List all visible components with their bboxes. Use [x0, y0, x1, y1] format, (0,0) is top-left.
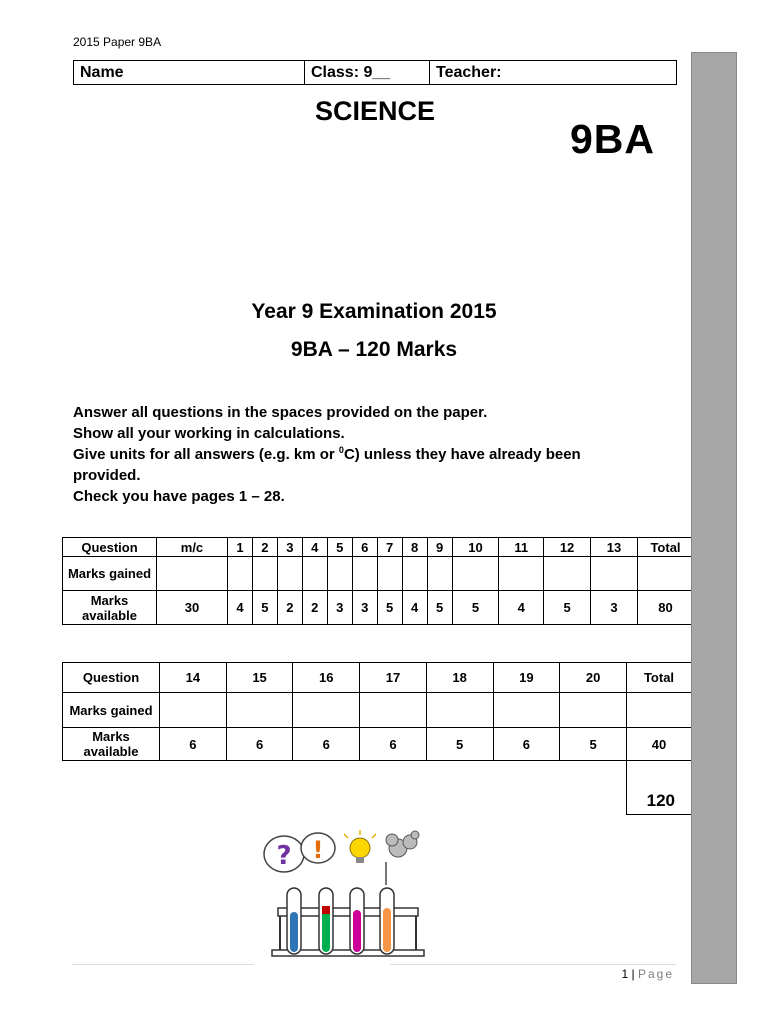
marks-available-cell: 3: [591, 591, 638, 625]
marks-available-cell: 5: [427, 591, 452, 625]
marks-available-cell: 30: [157, 591, 228, 625]
question-cell: 16: [293, 663, 360, 693]
marks-gained-cell[interactable]: [360, 693, 427, 728]
marks-gained-cell[interactable]: [452, 557, 499, 591]
marks-gained-cell[interactable]: [160, 693, 227, 728]
marks-available-cell: 2: [302, 591, 327, 625]
smoke-cloud-icon: [386, 831, 419, 885]
instruction-line: Check you have pages 1 – 28.: [73, 488, 285, 505]
marks-gained-cell[interactable]: [499, 557, 544, 591]
question-cell: 9: [427, 538, 452, 557]
class-field[interactable]: Class: 9__: [305, 61, 430, 85]
marks-available-cell: 6: [226, 728, 293, 761]
instructions: [73, 402, 633, 507]
marks-available-cell: 5: [560, 728, 627, 761]
question-cell: 13: [591, 538, 638, 557]
question-cell: 19: [493, 663, 560, 693]
question-cell: 3: [277, 538, 302, 557]
marks-gained-cell[interactable]: [352, 557, 377, 591]
question-cell: 7: [377, 538, 402, 557]
marks-table-2: [62, 662, 692, 761]
grand-total-box: [626, 761, 692, 815]
question-cell: 17: [360, 663, 427, 693]
marks-gained-cell[interactable]: [493, 693, 560, 728]
page-word: Page: [637, 967, 674, 981]
question-cell: 20: [560, 663, 627, 693]
row-label: Marks gained: [63, 693, 160, 728]
marks-gained-cell[interactable]: [560, 693, 627, 728]
light-bulb-icon: [344, 830, 376, 863]
marks-gained-cell[interactable]: [226, 693, 293, 728]
question-cell: 5: [327, 538, 352, 557]
marks-gained-cell[interactable]: [327, 557, 352, 591]
marks-available-cell: 5: [544, 591, 591, 625]
question-cell: 4: [302, 538, 327, 557]
question-row: [63, 538, 694, 557]
marks-available-row: [63, 591, 694, 625]
question-cell: 18: [426, 663, 493, 693]
marks-gained-cell[interactable]: [638, 557, 694, 591]
marks-gained-cell[interactable]: [591, 557, 638, 591]
row-label: Question: [63, 538, 157, 557]
exclamation-mark-icon: [301, 833, 335, 864]
marks-available-cell: 3: [327, 591, 352, 625]
marks-gained-cell[interactable]: [426, 693, 493, 728]
exam-title: Year 9 Examination 2015: [251, 300, 497, 323]
marks-gained-cell[interactable]: [627, 693, 692, 728]
name-field[interactable]: Name: [74, 61, 305, 85]
question-cell: 6: [352, 538, 377, 557]
marks-available-row: [63, 728, 692, 761]
instruction-line: Answer all questions in the spaces provided on the paper.: [73, 404, 488, 421]
marks-available-cell: 6: [293, 728, 360, 761]
question-cell: 14: [160, 663, 227, 693]
grand-total: 120: [646, 791, 675, 810]
marks-available-cell: 6: [160, 728, 227, 761]
test-tubes-rack-icon: [272, 888, 424, 956]
question-cell: 2: [252, 538, 277, 557]
question-row: [63, 663, 692, 693]
question-cell: 1: [227, 538, 252, 557]
science-illustration: [260, 830, 430, 965]
marks-gained-cell[interactable]: [302, 557, 327, 591]
question-cell: Total: [627, 663, 692, 693]
question-cell: 15: [226, 663, 293, 693]
marks-table-1: [62, 537, 694, 625]
marks-available-cell: 5: [426, 728, 493, 761]
marks-gained-cell[interactable]: [377, 557, 402, 591]
row-label: Question: [63, 663, 160, 693]
marks-available-cell: 4: [499, 591, 544, 625]
question-cell: 11: [499, 538, 544, 557]
question-mark-icon: [264, 836, 304, 872]
marks-available-cell: 6: [360, 728, 427, 761]
page-separator: |: [631, 967, 635, 981]
subject-title: SCIENCE: [314, 96, 436, 126]
page-number: 1: [621, 967, 629, 981]
row-label: Marks gained: [63, 557, 157, 591]
marks-available-cell: 2: [277, 591, 302, 625]
marks-gained-row: [63, 693, 692, 728]
svg-text:?: ?: [276, 841, 292, 871]
paper-header: 2015 Paper 9BA: [73, 35, 162, 49]
marks-gained-cell[interactable]: [544, 557, 591, 591]
marks-available-cell: 40: [627, 728, 692, 761]
marks-available-cell: 5: [377, 591, 402, 625]
footer-rule: [72, 964, 254, 965]
question-cell: 12: [544, 538, 591, 557]
side-margin-bar: [691, 52, 737, 984]
question-cell: m/c: [157, 538, 228, 557]
question-cell: Total: [638, 538, 694, 557]
exam-marks: 9BA – 120 Marks: [290, 338, 458, 361]
marks-gained-cell[interactable]: [402, 557, 427, 591]
marks-gained-cell[interactable]: [293, 693, 360, 728]
marks-gained-cell[interactable]: [252, 557, 277, 591]
svg-text:!: !: [312, 836, 324, 864]
student-info-table: [73, 60, 677, 85]
marks-available-cell: 80: [638, 591, 694, 625]
marks-available-cell: 6: [493, 728, 560, 761]
marks-gained-cell[interactable]: [227, 557, 252, 591]
paper-code: 9BA: [570, 116, 656, 162]
marks-available-cell: 4: [227, 591, 252, 625]
marks-gained-cell[interactable]: [157, 557, 228, 591]
instruction-line: Show all your working in calculations.: [73, 425, 345, 442]
marks-available-cell: 5: [252, 591, 277, 625]
teacher-field[interactable]: Teacher:: [430, 61, 677, 85]
marks-available-cell: 5: [452, 591, 499, 625]
question-cell: 10: [452, 538, 499, 557]
marks-gained-cell[interactable]: [277, 557, 302, 591]
marks-gained-row: [63, 557, 694, 591]
row-label: Marks available: [63, 591, 157, 625]
row-label: Marks available: [63, 728, 160, 761]
marks-gained-cell[interactable]: [427, 557, 452, 591]
marks-available-cell: 3: [352, 591, 377, 625]
marks-available-cell: 4: [402, 591, 427, 625]
question-cell: 8: [402, 538, 427, 557]
page-footer: [560, 967, 674, 981]
footer-rule: [390, 964, 676, 965]
instruction-line: Give units for all answers (e.g. km or $^0$C) unless they have already been provided.: [73, 445, 581, 484]
